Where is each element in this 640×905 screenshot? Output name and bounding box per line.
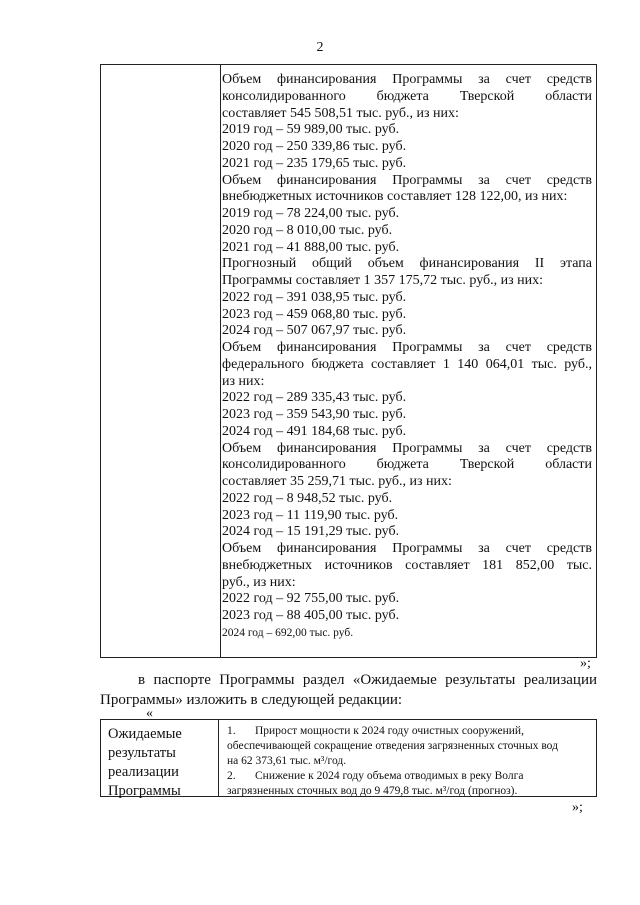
financing-line: составляет 545 508,51 тыс. руб., из них: [222,105,459,121]
financing-line: 2022 год – 8 948,52 тыс. руб. [222,490,393,506]
results-label-line: результаты [108,745,176,761]
financing-line: 2022 год – 92 755,00 тыс. руб. [222,591,400,607]
financing-line: Объем финансирования Программы за счет средств [222,172,592,188]
closing-quote-mark: »; [580,656,591,671]
page-number: 2 [316,40,324,55]
financing-line: 2023 год – 11 119,90 тыс. руб. [222,507,399,523]
financing-table [100,64,597,658]
results-item-line [227,784,591,799]
results-item-line [227,769,591,784]
financing-line: 2019 год – 59 989,00 тыс. руб. [222,122,400,138]
results-item-number: 2. [227,770,236,782]
financing-line: 2024 год – 491 184,68 тыс. руб. [222,423,407,439]
paragraph-line: в паспорте Программы раздел «Ожидаемые результаты реализации [138,672,597,688]
financing-line: Программы составляет 1 357 175,72 тыс. руб., из них: [222,273,544,288]
results-item-text: загрязненных сточных вод до 9 479,8 тыс. м³/год (прогноз). [227,785,518,797]
amendment-paragraph [100,670,597,710]
financing-line: 2023 год – 88 405,00 тыс. руб. [222,608,400,623]
results-item-text: обеспечивающей сокращение отведения загрязненных сточных вод [227,740,558,752]
financing-line: консолидированного бюджета Тверской области [222,457,592,473]
results-item-text: Снижение к 2024 году объема отводимых в реку Волга [255,770,524,782]
results-item-line [227,754,591,769]
financing-line: Объем финансирования Программы за счет средств [222,72,592,87]
financing-line: Объем финансирования Программы за счет средств [222,340,592,355]
financing-line: Объем финансирования Программы за счет средств [222,541,592,556]
financing-line: 2024 год – 692,00 тыс. руб. [222,626,354,639]
financing-line: 2022 год – 289 335,43 тыс. руб. [222,390,407,406]
results-label-line: реализации [108,764,179,780]
financing-line: внебюджетных источников составляет 181 852,00 тыс. [222,557,592,573]
financing-line: Объем финансирования Программы за счет средств [222,440,592,456]
financing-line: из них: [222,373,265,389]
results-item-line [227,739,591,754]
results-item-line [227,724,591,739]
financing-line: 2021 год – 41 888,00 тыс. руб. [222,239,400,255]
financing-line: 2024 год – 15 191,29 тыс. руб. [222,524,400,540]
results-label-line: Программы [108,783,181,799]
financing-line: 2022 год – 391 038,95 тыс. руб. [222,289,407,305]
financing-line: федерального бюджета составляет 1 140 064,01 тыс. руб., [222,356,592,372]
financing-line: 2020 год – 8 010,00 тыс. руб. [222,222,393,238]
closing-quote-mark: »; [572,800,583,815]
results-item-number: 1. [227,725,236,737]
results-label-line: Ожидаемые [108,726,182,742]
results-table [100,719,597,797]
results-table-content-cell [227,724,591,799]
financing-line: 2024 год – 507 067,97 тыс. руб. [222,323,407,339]
financing-line: 2023 год – 459 068,80 тыс. руб. [222,306,407,322]
paragraph-line: Программы» изложить в следующей редакции: [100,692,403,708]
financing-line: Прогнозный общий объем финансирования II этапа [222,256,592,272]
financing-line: внебюджетных источников составляет 128 122,00, из них: [222,189,568,205]
financing-line: руб., из них: [222,574,296,590]
results-item-text: Прирост мощности к 2024 году очистных сооружений, [255,725,524,737]
financing-line: 2020 год – 250 339,86 тыс. руб. [222,139,407,154]
financing-table-content-cell [222,72,592,642]
results-table-label-cell [101,720,219,799]
financing-line: 2023 год – 359 543,90 тыс. руб. [222,407,407,422]
financing-line: 2019 год – 78 224,00 тыс. руб. [222,206,400,221]
financing-table-label-cell [101,65,221,657]
financing-line: составляет 35 259,71 тыс. руб., из них: [222,474,452,489]
financing-line: 2021 год – 235 179,65 тыс. руб. [222,155,407,171]
opening-quote-mark: « [146,706,153,721]
results-item-text: на 62 373,61 тыс. м³/год. [227,755,347,767]
financing-line: консолидированного бюджета Тверской области [222,88,592,104]
